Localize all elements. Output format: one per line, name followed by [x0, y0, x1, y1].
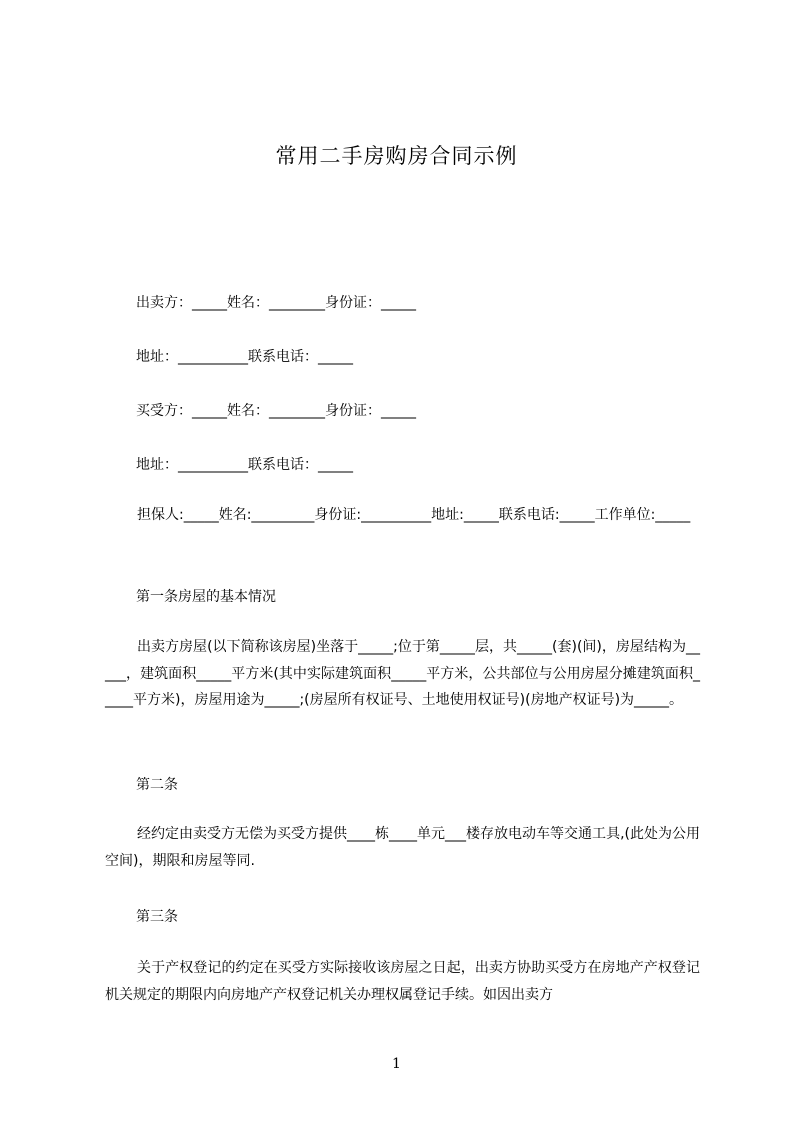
guarantor-paragraph: 担保人:_____姓名:_________身份证:__________地址:_____联系电话:_____工作单位:_____ [137, 507, 691, 523]
article-3-heading: 第三条 [136, 909, 178, 925]
buyer-address-line: 地址：__________联系电话：_____ [136, 457, 353, 473]
article-2-body: 经约定由卖受方无偿为买受方提供____栋____单元___楼存放电动车等交通工具,(此处为公用空间)，期限和房屋等同. [105, 826, 700, 869]
article-1-body: 出卖方房屋(以下简称该房屋)坐落于_____;位于第_____层，共_____(套)(间)，房屋结构为_____，建筑面积_____平方米(其中实际建筑面积_____平方米，公共部位与公用房屋分摊建筑面积_____平方米)，房屋用途为_____;(房屋所有权证号、土地使用权证号)(房地产权证号)为_____。 [105, 639, 700, 708]
seller-info-line: 出卖方：_____姓名：________身份证：_____ [136, 295, 416, 311]
article-1-heading: 第一条房屋的基本情况 [136, 589, 276, 605]
buyer-info-line: 买受方：_____姓名：________身份证：_____ [136, 403, 416, 419]
article-3-body: 关于产权登记的约定在买受方实际接收该房屋之日起，出卖方协助买受方在房地产产权登记机关规定的期限内向房地产产权登记机关办理权属登记手续。如因出卖方 [105, 960, 700, 1003]
document-title: 常用二手房购房合同示例 [275, 144, 518, 168]
article-2-heading: 第二条 [136, 777, 178, 793]
seller-address-line: 地址：__________联系电话：_____ [136, 349, 353, 365]
page-number: 1 [392, 1056, 401, 1072]
